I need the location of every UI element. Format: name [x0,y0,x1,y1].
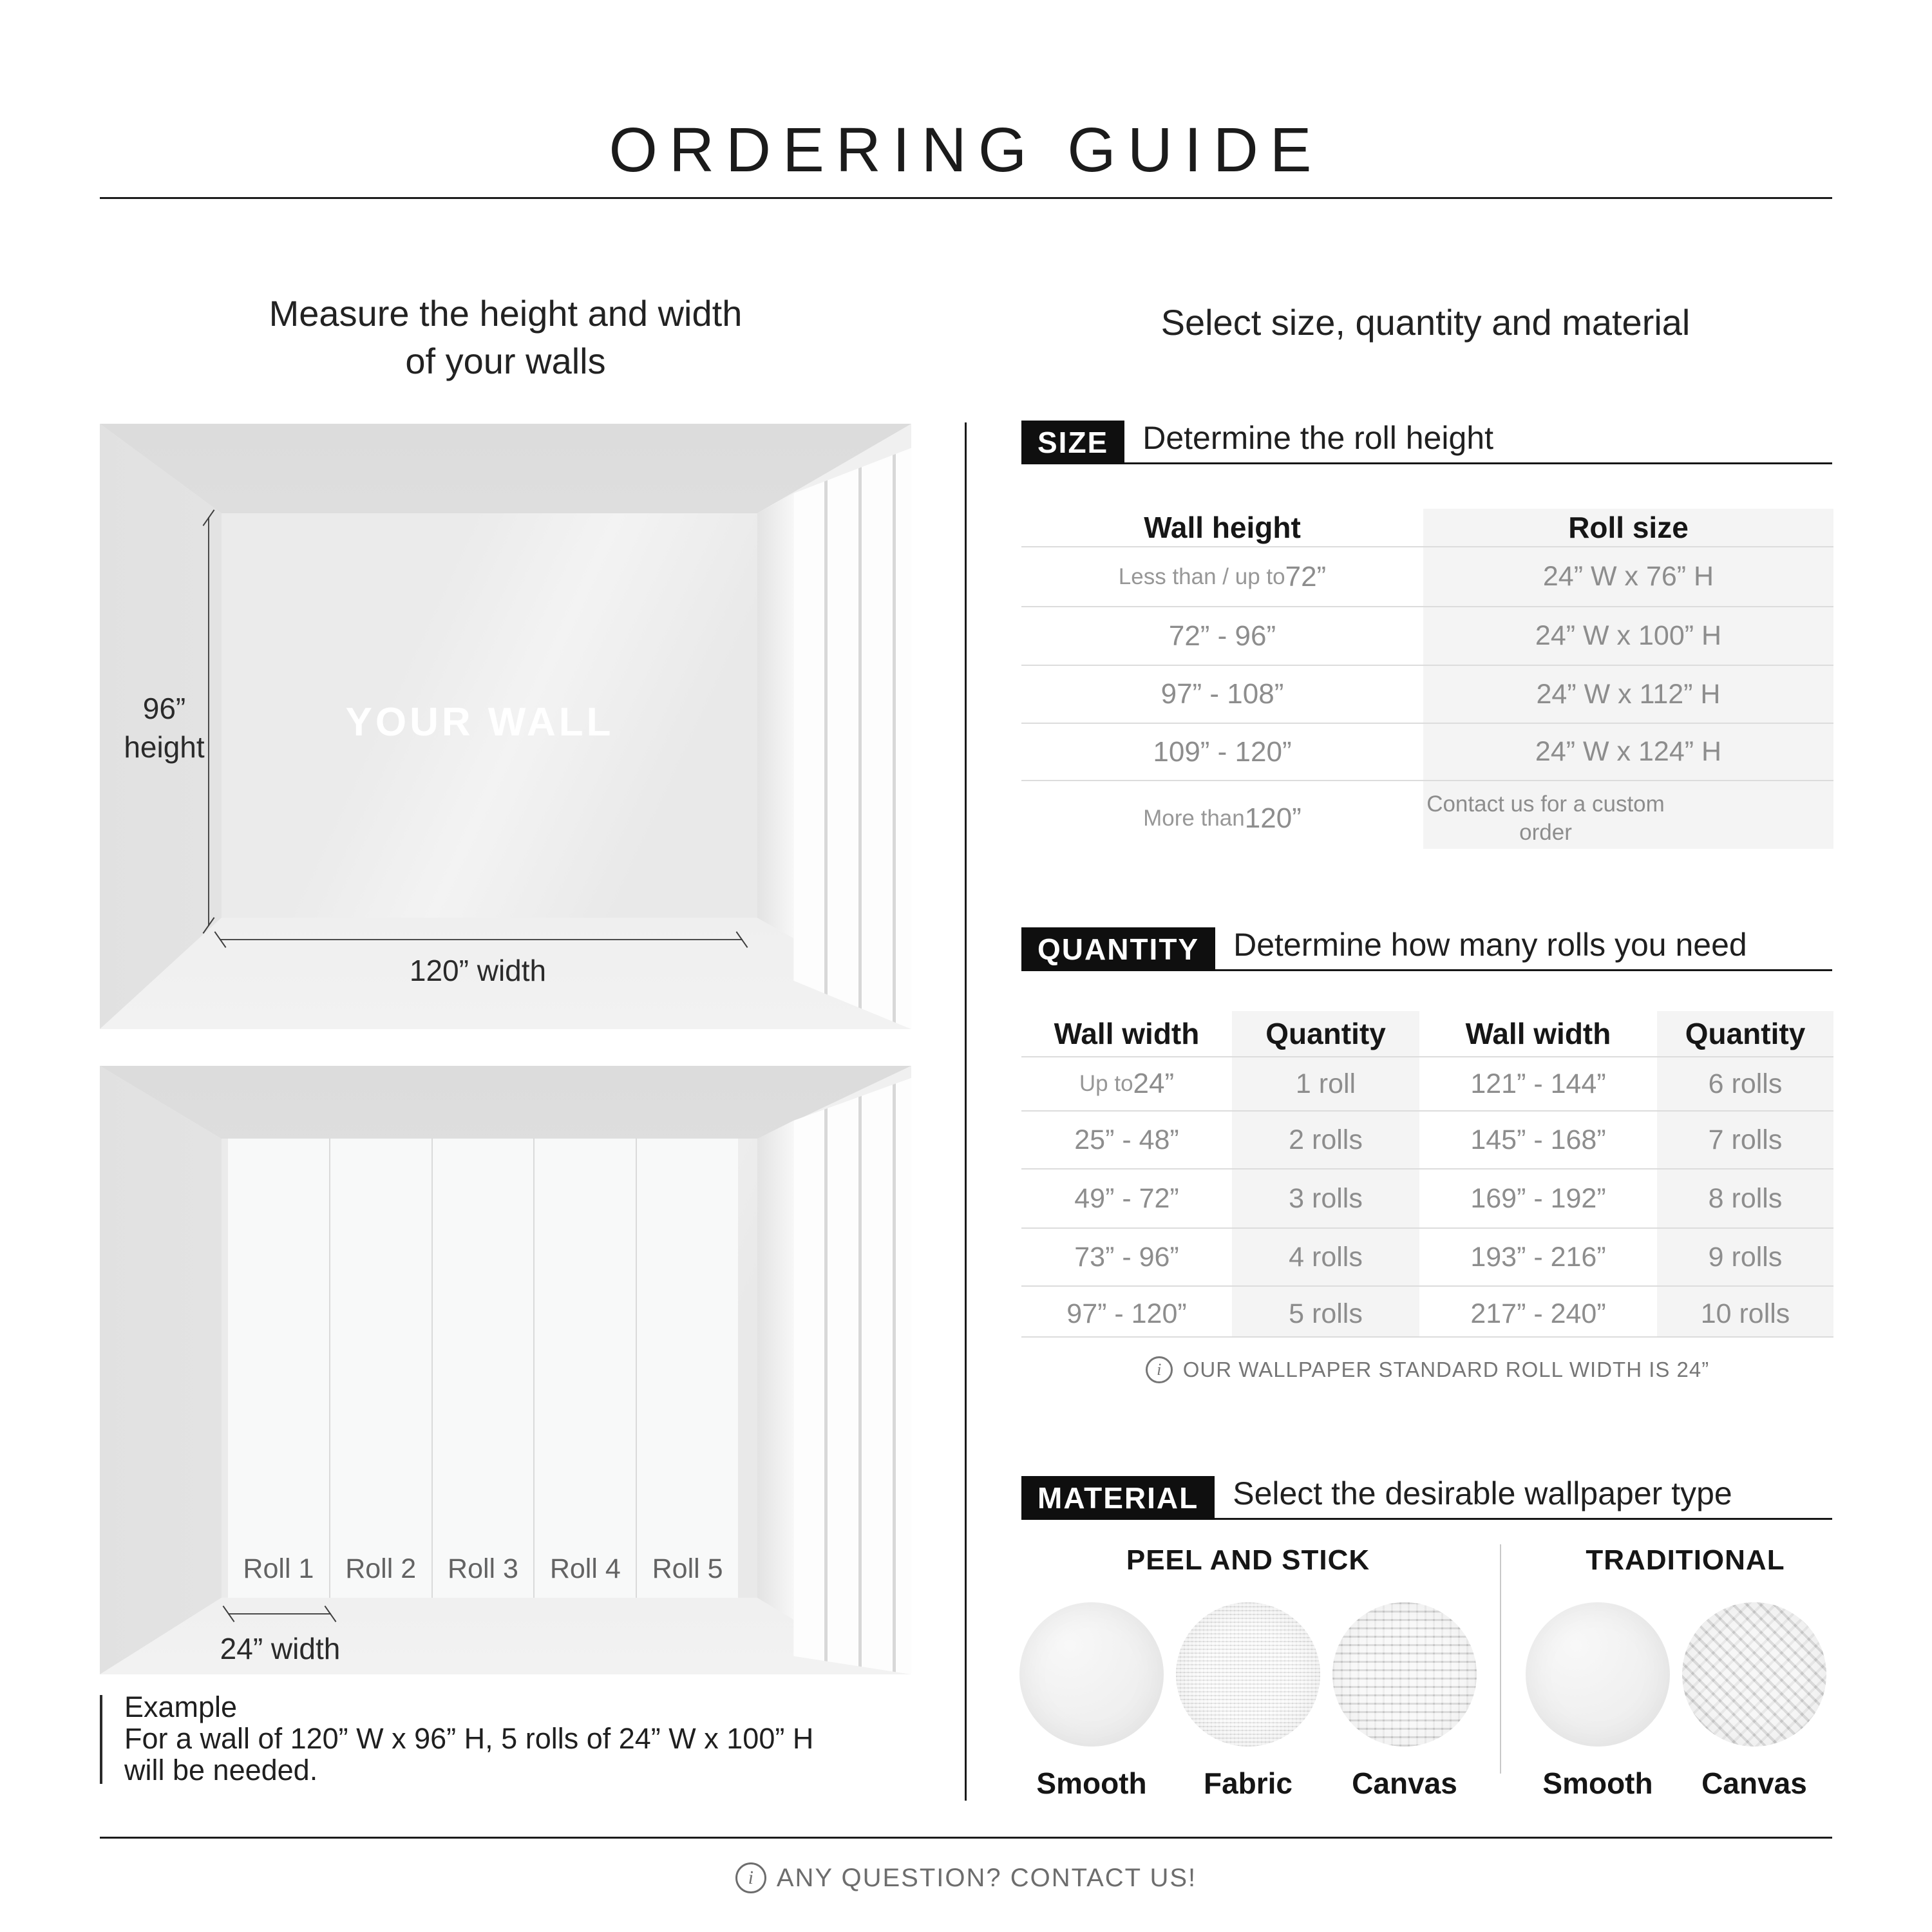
size-table-header-row [1021,509,1833,546]
wall-height-prefix: More than [1143,805,1245,831]
info-icon: i [1146,1356,1173,1383]
material-subtitle: Select the desirable wallpaper type [1233,1475,1732,1511]
quantity-cell: 1 roll [1295,1068,1356,1099]
size-badge: SIZE [1021,421,1124,464]
roll-panel [637,1139,738,1598]
select-heading: Select size, quantity and material [1160,302,1690,343]
wall-width-cell: 121” - 144” [1470,1068,1606,1099]
quantity-badge: QUANTITY [1021,927,1215,971]
swatch-label-canvas: Canvas [1352,1766,1457,1800]
material-badge: MATERIAL [1021,1476,1215,1520]
size-table-row [1021,546,1833,606]
roll-panel-label: Roll 3 [448,1553,518,1584]
roll-size-cell: Contact us for a custom order [1426,791,1665,845]
wall-height-value: 72” [1285,560,1327,592]
measure-heading-line2: of your walls [405,341,606,381]
quantity-section-header [1021,926,1832,971]
your-wall-label: YOUR WALL [345,700,614,744]
size-table [1021,509,1833,849]
swatch-label-smooth: Smooth [1036,1766,1147,1800]
roll-size-cell: 24” W x 112” H [1536,678,1721,710]
measure-heading [100,290,911,385]
quantity-cell: 6 rolls [1708,1068,1783,1099]
size-subtitle: Determine the roll height [1142,420,1493,456]
example-line1: For a wall of 120” W x 96” H, 5 rolls of 24” W x 100” H [124,1722,814,1755]
quantity-table-row [1021,1168,1833,1227]
wall-height-prefix: Less than / up to [1118,564,1285,589]
measure-heading-line1: Measure the height and width [269,293,743,334]
wall-width-cell: 217” - 240” [1470,1298,1606,1329]
roll-panel [228,1139,330,1598]
qty-col-wall-width-2: Wall width [1465,1017,1611,1050]
example-accent-bar [100,1695,102,1784]
quantity-table [1021,1011,1833,1338]
quantity-cell: 9 rolls [1708,1241,1783,1273]
size-col-wall-height: Wall height [1144,511,1301,544]
material-group-divider [1500,1544,1501,1774]
roll-width-note-text: OUR WALLPAPER STANDARD ROLL WIDTH IS 24” [1182,1358,1710,1381]
wall-width-value: 24” [1133,1068,1175,1099]
wall-height-value: 120” [1244,802,1302,834]
wall-width-cell: 25” - 48” [1074,1124,1179,1155]
quantity-cell: 3 rolls [1289,1182,1363,1214]
width-dimension-line [220,939,743,940]
wall-height-value: 96” [142,692,186,725]
title-divider [100,197,1832,199]
material-section-header [1021,1475,1832,1520]
wall-height-cell [1021,607,1423,665]
quantity-table-header-row [1021,1011,1833,1056]
quantity-cell: 4 rolls [1289,1241,1363,1273]
roll-panel [330,1139,433,1598]
roll-size-cell: 24” W x 76” H [1542,561,1714,592]
wall-width-cell: 193” - 216” [1470,1241,1606,1273]
qty-col-wall-width-1: Wall width [1054,1017,1200,1050]
quantity-table-row [1021,1056,1833,1110]
roll-panel-label: Roll 1 [243,1553,314,1584]
wall-width-cell: 73” - 96” [1074,1241,1179,1273]
quantity-table-row [1021,1285,1833,1341]
material-subtitle-rule [1215,1475,1832,1520]
wall-width-prefix: Up to [1079,1071,1133,1096]
info-icon: i [735,1862,766,1893]
wall-height-value: 109” - 120” [1153,735,1292,768]
room-illustration-measure [100,424,911,1029]
quantity-cell: 10 rolls [1700,1298,1790,1329]
roll-panel-label: Roll 5 [652,1553,723,1584]
swatch-peel-smooth [1019,1602,1164,1747]
wall-width-label: 120” width [409,954,547,987]
footer-contact-text: ANY QUESTION? CONTACT US! [776,1863,1197,1892]
qty-col-quantity-1: Quantity [1265,1017,1386,1050]
roll-width-label: 24” width [220,1632,341,1665]
wall-height-cell [1021,547,1423,606]
wall-height-value: 72” - 96” [1168,620,1276,652]
size-section-header [1021,419,1832,464]
window [793,1066,911,1674]
roll-panel [535,1139,637,1598]
swatch-label-fabric: Fabric [1203,1766,1293,1800]
wall-height-value: 97” - 108” [1160,678,1284,710]
footer-contact-note [0,1862,1932,1893]
roll-width-note [1021,1356,1833,1383]
roll-size-cell: 24” W x 124” H [1535,736,1722,767]
wall-height-label [106,689,222,766]
wallpaper-roll-panels [228,1139,738,1598]
quantity-table-row [1021,1110,1833,1168]
size-table-row [1021,606,1833,665]
room-illustration-rolls [100,1066,911,1674]
wall-width-cell: 97” - 120” [1066,1298,1187,1329]
wall-width-cell: 49” - 72” [1074,1182,1179,1214]
swatch-traditional-canvas [1682,1602,1826,1747]
qty-col-quantity-2: Quantity [1685,1017,1806,1050]
footer-divider [100,1837,1832,1839]
wall-height-word: height [124,730,205,764]
size-col-roll-size: Roll size [1568,511,1689,544]
swatch-label-smooth-traditional: Smooth [1542,1766,1653,1800]
swatch-label-canvas-traditional: Canvas [1701,1766,1807,1800]
column-divider [965,422,967,1801]
swatch-peel-canvas [1332,1602,1477,1747]
roll-panel-label: Roll 2 [345,1553,417,1584]
quantity-subtitle-rule [1215,926,1832,971]
quantity-cell: 2 rolls [1289,1124,1363,1155]
quantity-subtitle: Determine how many rolls you need [1233,927,1747,963]
quantity-cell: 8 rolls [1708,1182,1783,1214]
example-title: Example [124,1690,238,1723]
size-subtitle-rule [1124,419,1832,464]
roll-panel [433,1139,535,1598]
example-line2: will be needed. [124,1754,318,1786]
roll-size-cell: 24” W x 100” H [1535,620,1722,651]
wall-width-cell: 169” - 192” [1470,1182,1606,1214]
group-title-peel-and-stick: PEEL AND STICK [1126,1544,1370,1576]
size-table-row [1021,723,1833,780]
wall-width-cell: 145” - 168” [1470,1124,1606,1155]
roll-width-dimension-line [228,1613,331,1615]
quantity-cell: 7 rolls [1708,1124,1783,1155]
quantity-cell: 5 rolls [1289,1298,1363,1329]
example-note [100,1691,924,1786]
size-table-row [1021,780,1833,855]
roll-panel-label: Roll 4 [549,1553,621,1584]
swatch-peel-fabric [1176,1602,1320,1747]
swatch-traditional-smooth [1526,1602,1670,1747]
quantity-table-row [1021,1227,1833,1285]
size-table-row [1021,665,1833,723]
wall-height-cell [1021,781,1423,855]
window-jamb [757,1066,794,1674]
page-title: ORDERING GUIDE [609,114,1323,185]
wall-height-cell [1021,666,1423,723]
group-title-traditional: TRADITIONAL [1586,1544,1785,1576]
wall-height-cell [1021,724,1423,780]
window [793,424,911,1029]
wall-width-cell [1021,1057,1232,1110]
